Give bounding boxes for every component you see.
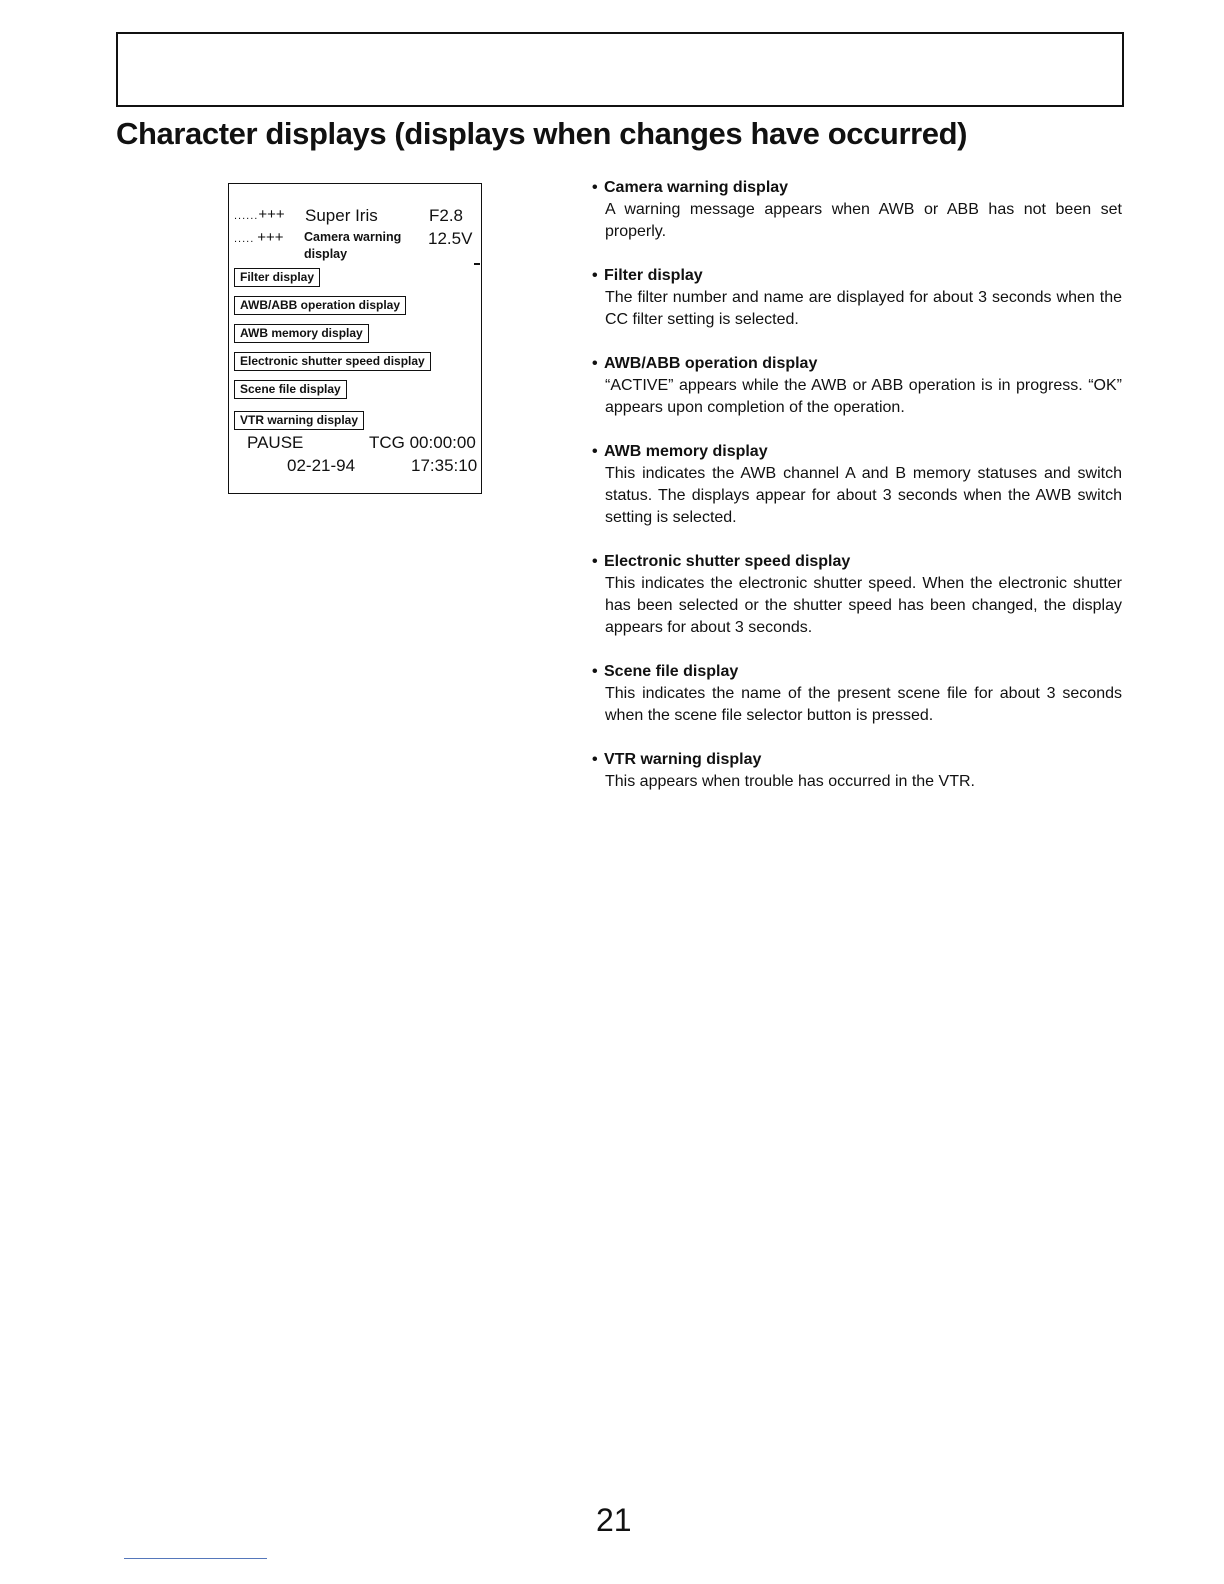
section-title: • Electronic shutter speed display <box>592 551 1122 573</box>
section-title: • Camera warning display <box>592 177 1122 199</box>
bullet-icon: • <box>592 267 598 284</box>
section-body: This indicates the electronic shutter speed. When the electronic shutter has been selected or the shutter speed has been changed, the display appears for about 3 seconds. <box>605 575 1122 636</box>
description-list <box>592 177 1122 815</box>
awb-memory-display-box: AWB memory display <box>234 324 369 343</box>
section-title: • VTR warning display <box>592 749 1122 771</box>
section-body: This indicates the AWB channel A and B memory statuses and switch status. The displays appear for about 3 seconds when the AWB switch setting is selected. <box>605 465 1122 526</box>
section-filter <box>592 265 1122 331</box>
page-title: Character displays (displays when changes have occurred) <box>116 116 968 151</box>
section-electronic-shutter <box>592 551 1122 639</box>
super-iris-label: Super Iris <box>305 206 378 225</box>
section-title: • AWB memory display <box>592 441 1122 463</box>
tcg-timecode: TCG 00:00:00 <box>369 433 476 452</box>
header-box <box>116 32 1124 107</box>
camera-warning-label-line2: display <box>304 247 348 261</box>
plus-marks: +++ <box>258 206 285 223</box>
date-display: 02-21-94 <box>287 456 356 475</box>
section-body: “ACTIVE” appears while the AWB or ABB operation is in progress. “OK” appears upon completion of the operation. <box>605 377 1122 416</box>
screen-line-super-iris <box>234 206 285 224</box>
section-body: This appears when trouble has occurred in the VTR. <box>605 773 975 790</box>
section-body: This indicates the name of the present scene file for about 3 seconds when the scene file selector button is pressed. <box>605 685 1122 724</box>
vtr-warning-display-box: VTR warning display <box>234 411 364 430</box>
section-vtr-warning <box>592 749 1122 793</box>
section-camera-warning <box>592 177 1122 243</box>
time-display: 17:35:10 <box>411 456 478 475</box>
section-scene-file <box>592 661 1122 727</box>
section-body: A warning message appears when AWB or ABB has not been set properly. <box>605 201 1122 240</box>
voltage-value: 12.5V <box>428 229 473 248</box>
section-awb-memory <box>592 441 1122 529</box>
screen-tick-mark <box>474 263 480 265</box>
bullet-icon: • <box>592 179 598 196</box>
awb-abb-operation-display-box: AWB/ABB operation display <box>234 296 406 315</box>
pause-status: PAUSE <box>247 433 304 452</box>
screen-line-camera-warning <box>234 229 284 247</box>
bullet-icon: • <box>592 751 598 768</box>
bullet-icon: • <box>592 553 598 570</box>
camera-warning-label: Camera warning <box>304 230 402 244</box>
section-title: • AWB/ABB operation display <box>592 353 1122 375</box>
scene-file-display-box: Scene file display <box>234 380 347 399</box>
bullet-icon: • <box>592 355 598 372</box>
filter-display-box: Filter display <box>234 268 320 287</box>
plus-marks: +++ <box>257 229 284 246</box>
leader-dots: ...... <box>234 210 259 222</box>
electronic-shutter-speed-display-box: Electronic shutter speed display <box>234 352 431 371</box>
section-title: • Filter display <box>592 265 1122 287</box>
section-awb-abb-operation <box>592 353 1122 419</box>
leader-dots: ..... <box>234 233 255 245</box>
screen-diagram <box>228 183 482 494</box>
section-body: The filter number and name are displayed for about 3 seconds when the CC filter setting is selected. <box>605 289 1122 328</box>
iris-value: F2.8 <box>429 206 464 225</box>
section-title: • Scene file display <box>592 661 1122 683</box>
bullet-icon: • <box>592 443 598 460</box>
bullet-icon: • <box>592 663 598 680</box>
footer-rule <box>124 1558 267 1559</box>
page-number: 21 <box>596 1502 632 1538</box>
